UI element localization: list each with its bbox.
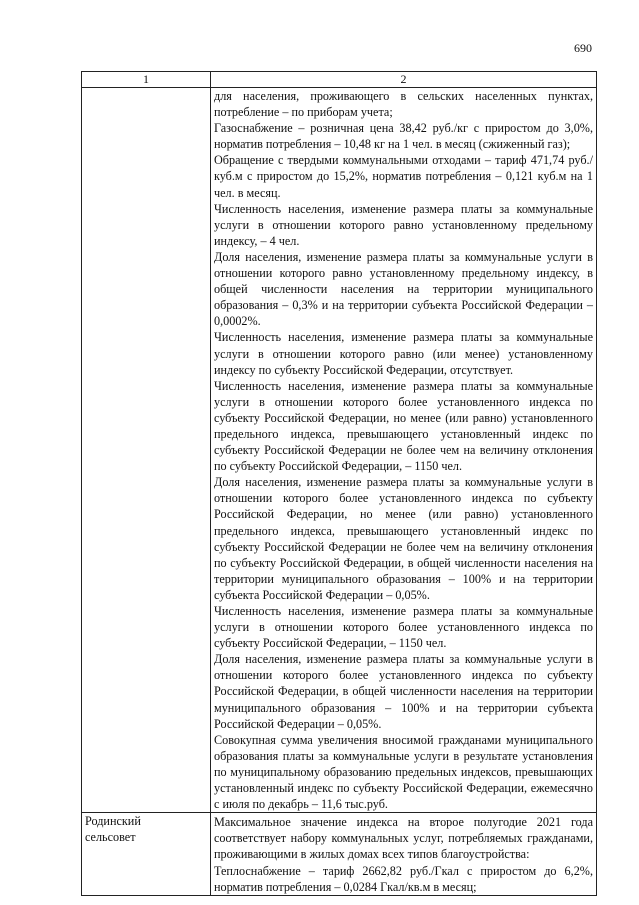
paragraph: Обращение с твердыми коммунальными отходами – тариф 471,74 руб./куб.м с приростом до 15,2%, норматив потребления – 0,121 куб.м на 1 чел. в месяц. xyxy=(214,153,593,200)
paragraph: Численность населения, изменение размера платы за коммунальные услуги в отношении которого более установленного индекса по субъекту Российской Федерации, – 1150 чел. xyxy=(214,604,593,651)
municipality-name-line: Родинский xyxy=(85,814,141,829)
page-number: 690 xyxy=(574,41,592,55)
paragraph: Доля населения, изменение размера платы за коммунальные услуги в отношении которого более установленного индекса по субъекту Российской Федерации, но менее (или равно) установленного предельного индекса, превышающего установленный индекс по субъекту Российской Федерации не более чем на величину отклонения по субъекту Российской Федерации, в общей численности населения на территории муниципального образования – 100% и на территории субъекта Российской Федерации – 0,05%. xyxy=(214,475,593,602)
column-header-1: 1 xyxy=(82,72,211,88)
table-row xyxy=(82,813,597,895)
document-table xyxy=(81,71,597,896)
table-header-row xyxy=(82,72,597,88)
paragraph: Численность населения, изменение размера платы за коммунальные услуги в отношении которого равно (или менее) установленному индексу по субъекту Российской Федерации, отсутствует. xyxy=(214,330,593,377)
table-row xyxy=(82,88,597,813)
column-header-2: 2 xyxy=(211,72,597,88)
paragraph: Газоснабжение – розничная цена 38,42 руб./кг с приростом до 3,0%, норматив потребления – 10,48 кг на 1 чел. в месяц (сжиженный газ); xyxy=(214,121,593,152)
paragraph: Теплоснабжение – тариф 2662,82 руб./Гкал с приростом до 6,2%, норматив потребления – 0,0284 Гкал/кв.м в месяц; xyxy=(214,863,593,894)
description-cell xyxy=(211,813,597,895)
paragraph: для населения, проживающего в сельских населенных пунктах, потребление – по приборам учета; xyxy=(214,89,593,120)
paragraph: Доля населения, изменение размера платы за коммунальные услуги в отношении которого равно установленному предельному индексу, в общей численности населения на территории муниципального образования – 0,3% и на территории субъекта Российской Федерации – 0,0002%. xyxy=(214,249,593,329)
municipality-name-line: сельсовет xyxy=(85,830,136,845)
municipality-cell xyxy=(82,88,211,813)
paragraph: Совокупная сумма увеличения вносимой гражданами муниципального образования платы за коммунальные услуги в результате установления по муниципальному образованию предельных индексов, превышающих установленный индекс по субъекту Российской Федерации, ежемесячно с июля по декабрь – 11,6 тыс.руб. xyxy=(214,732,593,812)
paragraph: Доля населения, изменение размера платы за коммунальные услуги в отношении которого более установленного индекса по субъекту Российской Федерации, в общей численности населения на территории муниципального образования – 100% и на территории субъекта Российской Федерации – 0,05%. xyxy=(214,652,593,731)
paragraph: Численность населения, изменение размера платы за коммунальные услуги в отношении которого более установленного индекса по субъекту Российской Федерации, но менее (или равно) установленного предельного индекса, превышающего установленный индекс по субъекту Российской Федерации не более чем на величину отклонения по субъекту Российской Федерации, – 1150 чел. xyxy=(214,378,593,474)
description-cell xyxy=(211,88,597,813)
paragraph: Численность населения, изменение размера платы за коммунальные услуги в отношении которого равно установленному предельному индексу, – 4 чел. xyxy=(214,201,593,248)
paragraph: Максимальное значение индекса на второе полугодие 2021 года соответствует набору коммунальных услуг, потребляемых гражданами, проживающими в жилых домах всех типов благоустройства: xyxy=(214,815,593,862)
municipality-cell xyxy=(82,813,211,895)
